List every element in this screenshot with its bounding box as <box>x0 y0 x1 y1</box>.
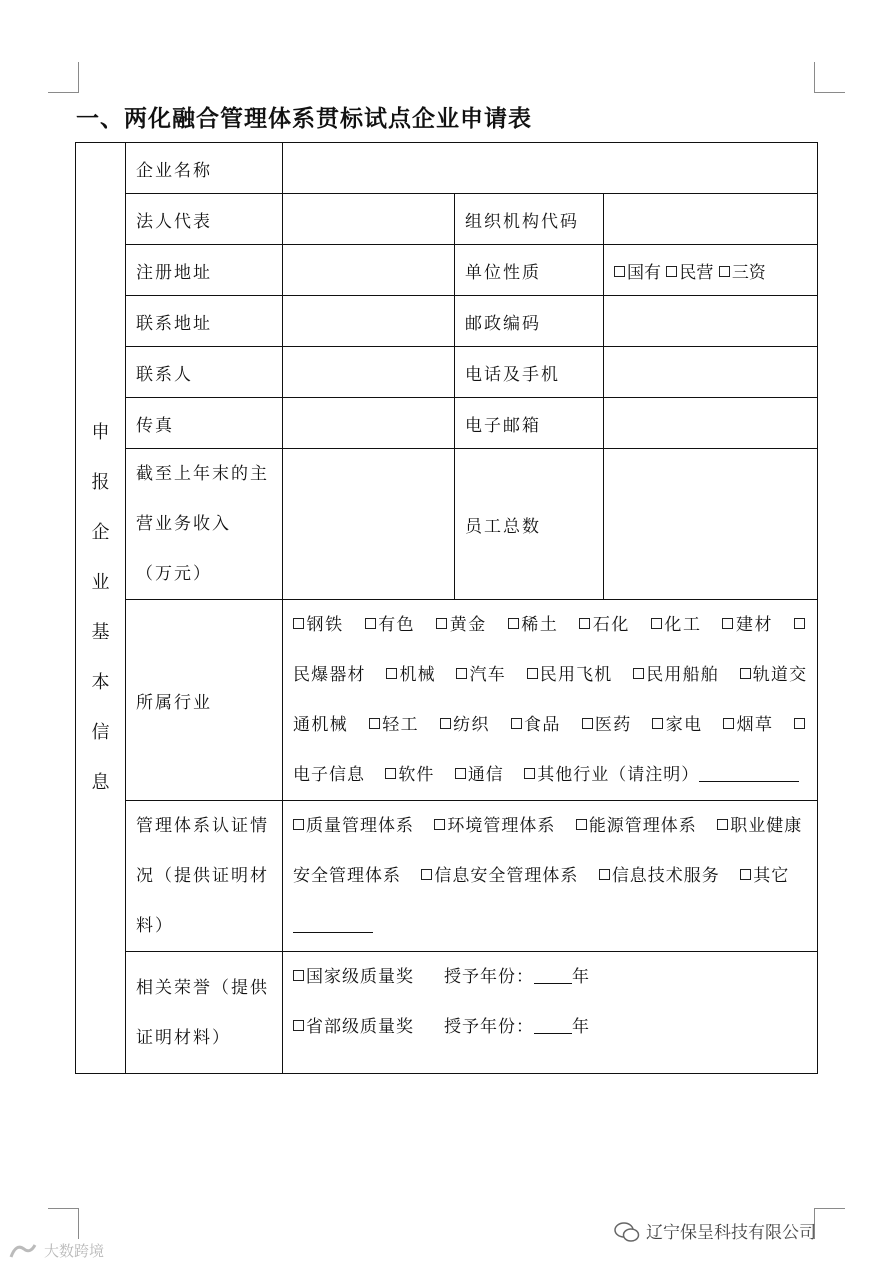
checkbox-option[interactable]: 钢铁 <box>293 615 344 635</box>
checkbox[interactable] <box>579 618 590 629</box>
checkbox[interactable] <box>599 869 610 880</box>
checkbox-option[interactable]: 省部级质量奖 <box>293 1017 414 1037</box>
checkbox[interactable] <box>717 819 728 830</box>
checkbox[interactable] <box>651 618 662 629</box>
checkbox-option[interactable]: 信息安全管理体系 <box>421 866 578 886</box>
other-industry-blank[interactable] <box>699 765 799 782</box>
contact-person-label: 联系人 <box>126 347 283 398</box>
checkbox[interactable] <box>524 768 535 779</box>
checkbox[interactable] <box>527 668 538 679</box>
checkbox-option[interactable]: 家电 <box>652 715 702 735</box>
checkbox-option[interactable]: 国有 <box>614 263 661 283</box>
checkbox[interactable] <box>369 718 380 729</box>
phone-label: 电话及手机 <box>455 347 604 398</box>
checkbox-option[interactable]: 汽车 <box>456 665 506 685</box>
checkbox[interactable] <box>293 1020 304 1031</box>
unit-nature-options <box>604 245 818 296</box>
crop-mark-top-right <box>814 62 845 93</box>
checkbox[interactable] <box>436 618 447 629</box>
email-field[interactable] <box>604 398 818 449</box>
checkbox[interactable] <box>508 618 519 629</box>
checkbox-option[interactable]: 电子信息 <box>293 715 807 785</box>
checkbox-option[interactable]: 有色 <box>365 615 416 635</box>
honor-label: 相关荣誉（提供 证明材料） <box>126 952 283 1074</box>
side-label-cell <box>76 143 126 1074</box>
checkbox-option[interactable]: 民爆器材 <box>293 615 807 685</box>
legal-rep-field[interactable] <box>283 194 455 245</box>
year-label: 授予年份： <box>444 1017 534 1037</box>
crop-mark-bottom-left <box>48 1208 79 1239</box>
cert-options <box>283 801 818 952</box>
checkbox[interactable] <box>722 618 733 629</box>
checkbox[interactable] <box>794 618 805 629</box>
checkbox[interactable] <box>740 668 751 679</box>
checkbox-option[interactable]: 职业健康安全管理体系 <box>293 816 803 886</box>
checkbox[interactable] <box>576 819 587 830</box>
checkbox[interactable] <box>719 266 730 277</box>
page-title: 一、两化融合管理体系贯标试点企业申请表 <box>76 106 532 132</box>
year-label: 授予年份： <box>444 967 534 987</box>
checkbox-option[interactable]: 其他行业（请注明） <box>524 765 699 785</box>
employees-field[interactable] <box>604 449 818 600</box>
postal-code-field[interactable] <box>604 296 818 347</box>
fax-label: 传真 <box>126 398 283 449</box>
crop-mark-top-left <box>48 62 79 93</box>
checkbox[interactable] <box>434 819 445 830</box>
checkbox-option[interactable]: 国家级质量奖 <box>293 967 414 987</box>
checkbox[interactable] <box>723 718 734 729</box>
checkbox[interactable] <box>365 618 376 629</box>
checkbox[interactable] <box>614 266 625 277</box>
cert-label: 管理体系认证情 况（提供证明材 料） <box>126 801 283 952</box>
checkbox-option[interactable]: 三资 <box>719 263 766 283</box>
side-label-char: 企 <box>91 522 110 543</box>
company-name-field[interactable] <box>283 143 818 194</box>
side-label-char: 息 <box>91 772 110 793</box>
checkbox[interactable] <box>421 869 432 880</box>
checkbox-option[interactable]: 医药 <box>582 715 632 735</box>
checkbox-option[interactable]: 化工 <box>651 615 702 635</box>
industry-options <box>283 600 818 801</box>
company-name-label: 企业名称 <box>126 143 283 194</box>
reg-address-label: 注册地址 <box>126 245 283 296</box>
honor-options: 国家级质量奖 授予年份： 年 省部级质量奖 授予年份： 年 <box>283 952 818 1074</box>
contact-address-field[interactable] <box>283 296 455 347</box>
side-label-char: 业 <box>91 572 110 593</box>
checkbox[interactable] <box>440 718 451 729</box>
checkbox-option[interactable]: 黄金 <box>436 615 487 635</box>
other-cert-blank[interactable] <box>293 916 373 933</box>
checkbox[interactable] <box>633 668 644 679</box>
side-label-char: 本 <box>91 672 110 693</box>
checkbox[interactable] <box>582 718 593 729</box>
checkbox[interactable] <box>652 718 663 729</box>
checkbox-option[interactable]: 机械 <box>386 665 436 685</box>
checkbox-option[interactable]: 烟草 <box>723 715 773 735</box>
revenue-label: 截至上年末的主 营业务收入 （万元） <box>126 449 283 600</box>
side-label-char: 报 <box>91 472 110 493</box>
checkbox[interactable] <box>456 668 467 679</box>
checkbox-option[interactable]: 其它 <box>740 866 789 886</box>
checkbox-option[interactable]: 民用飞机 <box>527 665 613 685</box>
employees-label: 员工总数 <box>455 449 604 600</box>
contact-person-field[interactable] <box>283 347 455 398</box>
year-blank[interactable] <box>534 1017 572 1034</box>
watermark-left: 大数跨境 <box>8 1240 104 1261</box>
checkbox-option[interactable]: 信息技术服务 <box>599 866 720 886</box>
year-blank[interactable] <box>534 967 572 984</box>
postal-code-label: 邮政编码 <box>455 296 604 347</box>
unit-nature-label: 单位性质 <box>455 245 604 296</box>
checkbox-option[interactable]: 民用船舶 <box>633 665 719 685</box>
checkbox[interactable] <box>794 718 805 729</box>
checkbox-option[interactable]: 能源管理体系 <box>576 816 697 836</box>
legal-rep-label: 法人代表 <box>126 194 283 245</box>
org-code-label: 组织机构代码 <box>455 194 604 245</box>
side-label-char: 申 <box>91 422 110 443</box>
checkbox-option[interactable]: 软件 <box>385 765 434 785</box>
checkbox[interactable] <box>293 970 304 981</box>
revenue-field[interactable] <box>283 449 455 600</box>
side-label-char: 信 <box>91 722 110 743</box>
checkbox-option[interactable]: 稀土 <box>508 615 559 635</box>
reg-address-field[interactable] <box>283 245 455 296</box>
checkbox[interactable] <box>511 718 522 729</box>
checkbox-option[interactable]: 轻工 <box>369 715 419 735</box>
side-label-char: 基 <box>91 622 110 643</box>
checkbox[interactable] <box>666 266 677 277</box>
org-code-field[interactable] <box>604 194 818 245</box>
checkbox-option[interactable]: 质量管理体系 <box>293 816 414 836</box>
phone-field[interactable] <box>604 347 818 398</box>
checkbox-option[interactable]: 民营 <box>666 263 713 283</box>
contact-address-label: 联系地址 <box>126 296 283 347</box>
checkbox[interactable] <box>386 668 397 679</box>
checkbox[interactable] <box>293 618 304 629</box>
checkbox-option[interactable]: 通信 <box>455 765 504 785</box>
watermark-right: 辽宁保呈科技有限公司 <box>614 1218 816 1243</box>
checkbox[interactable] <box>455 768 466 779</box>
checkbox-option[interactable]: 环境管理体系 <box>434 816 555 836</box>
checkbox-option[interactable]: 建材 <box>722 615 773 635</box>
crop-mark-bottom-right <box>814 1208 845 1239</box>
email-label: 电子邮箱 <box>455 398 604 449</box>
checkbox-option[interactable]: 轨道交通机械 <box>293 665 808 735</box>
checkbox-option[interactable]: 石化 <box>579 615 630 635</box>
checkbox-option[interactable]: 食品 <box>511 715 561 735</box>
checkbox[interactable] <box>740 869 751 880</box>
checkbox[interactable] <box>385 768 396 779</box>
watermark-logo-icon <box>8 1241 38 1261</box>
checkbox-option[interactable]: 纺织 <box>440 715 490 735</box>
checkbox[interactable] <box>293 819 304 830</box>
fax-field[interactable] <box>283 398 455 449</box>
wechat-icon <box>614 1221 640 1243</box>
application-form-table <box>75 142 818 1074</box>
industry-label: 所属行业 <box>126 600 283 801</box>
